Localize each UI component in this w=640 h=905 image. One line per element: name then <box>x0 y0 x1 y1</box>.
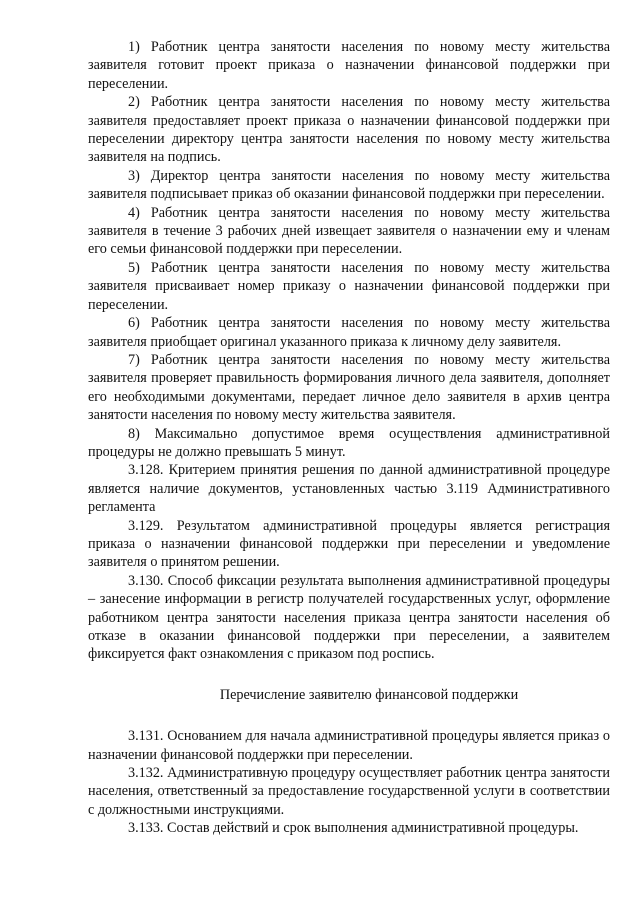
paragraph-3-128: 3.128. Критерием принятия решения по данной административной процедуре является наличие документов, установленных частью 3.119 Административного регламента <box>88 462 610 516</box>
paragraph-item-4: 4) Работник центра занятости населения по новому месту жительства заявителя в течение 3 рабочих дней извещает заявителя о назначении ему и членам его семьи финансовой поддержки при переселении. <box>88 204 610 258</box>
paragraph-item-7: 7) Работник центра занятости населения по новому месту жительства заявителя проверяет правильность формирования личного дела заявителя, дополняет его необходимыми документами, передает личное дело заявителя в архив центра занятости населения по новому месту жительства заявителя. <box>88 351 610 424</box>
paragraph-item-5: 5) Работник центра занятости населения по новому месту жительства заявителя присваивает номер приказу о назначении финансовой поддержки при переселении. <box>88 259 610 313</box>
paragraph-item-8: 8) Максимально допустимое время осуществления административной процедуры не должно превышать 5 минут. <box>88 425 610 460</box>
paragraph-3-130: 3.130. Способ фиксации результата выполнения административной процедуры – занесение информации в регистр получателей государственных услуг, оформление работником центра занятости населения приказа центра занятости населения об отказе в оказании финансовой поддержки при переселении, а заявителем фиксируется факт ознакомления с приказом под роспись. <box>88 572 610 663</box>
document-page <box>88 38 610 838</box>
paragraph-3-132: 3.132. Административную процедуру осуществляет работник центра занятости населения, ответственный за предоставление государственной услуги в соответствии с должностными инструкциями. <box>88 765 610 818</box>
paragraph-item-6: 6) Работник центра занятости населения по новому месту жительства заявителя приобщает оригинал указанного приказа к личному делу заявителя. <box>88 315 610 350</box>
paragraph-3-131: 3.131. Основанием для начала административной процедуры является приказ о назначении финансовой поддержки при переселении. <box>88 728 610 763</box>
paragraph-3-129: 3.129. Результатом административной процедуры является регистрация приказа о назначении финансовой поддержки при переселении и уведомление заявителя о принятом решении. <box>88 517 610 571</box>
paragraph-item-3: 3) Директор центра занятости населения по новому месту жительства заявителя подписывает приказ об оказании финансовой поддержки при переселении. <box>88 167 610 203</box>
section-heading: Перечисление заявителю финансовой поддержки <box>219 686 519 703</box>
paragraph-3-133: 3.133. Состав действий и срок выполнения административной процедуры. <box>128 820 579 837</box>
paragraph-item-2: 2) Работник центра занятости населения по новому месту жительства заявителя предоставляет проект приказа о назначении финансовой поддержки при переселении директору центра занятости населения по новому месту жительства заявителя на подпись. <box>88 94 610 166</box>
paragraph-item-1: 1) Работник центра занятости населения по новому месту жительства заявителя готовит проект приказа о назначении финансовой поддержки при переселении. <box>88 39 610 92</box>
